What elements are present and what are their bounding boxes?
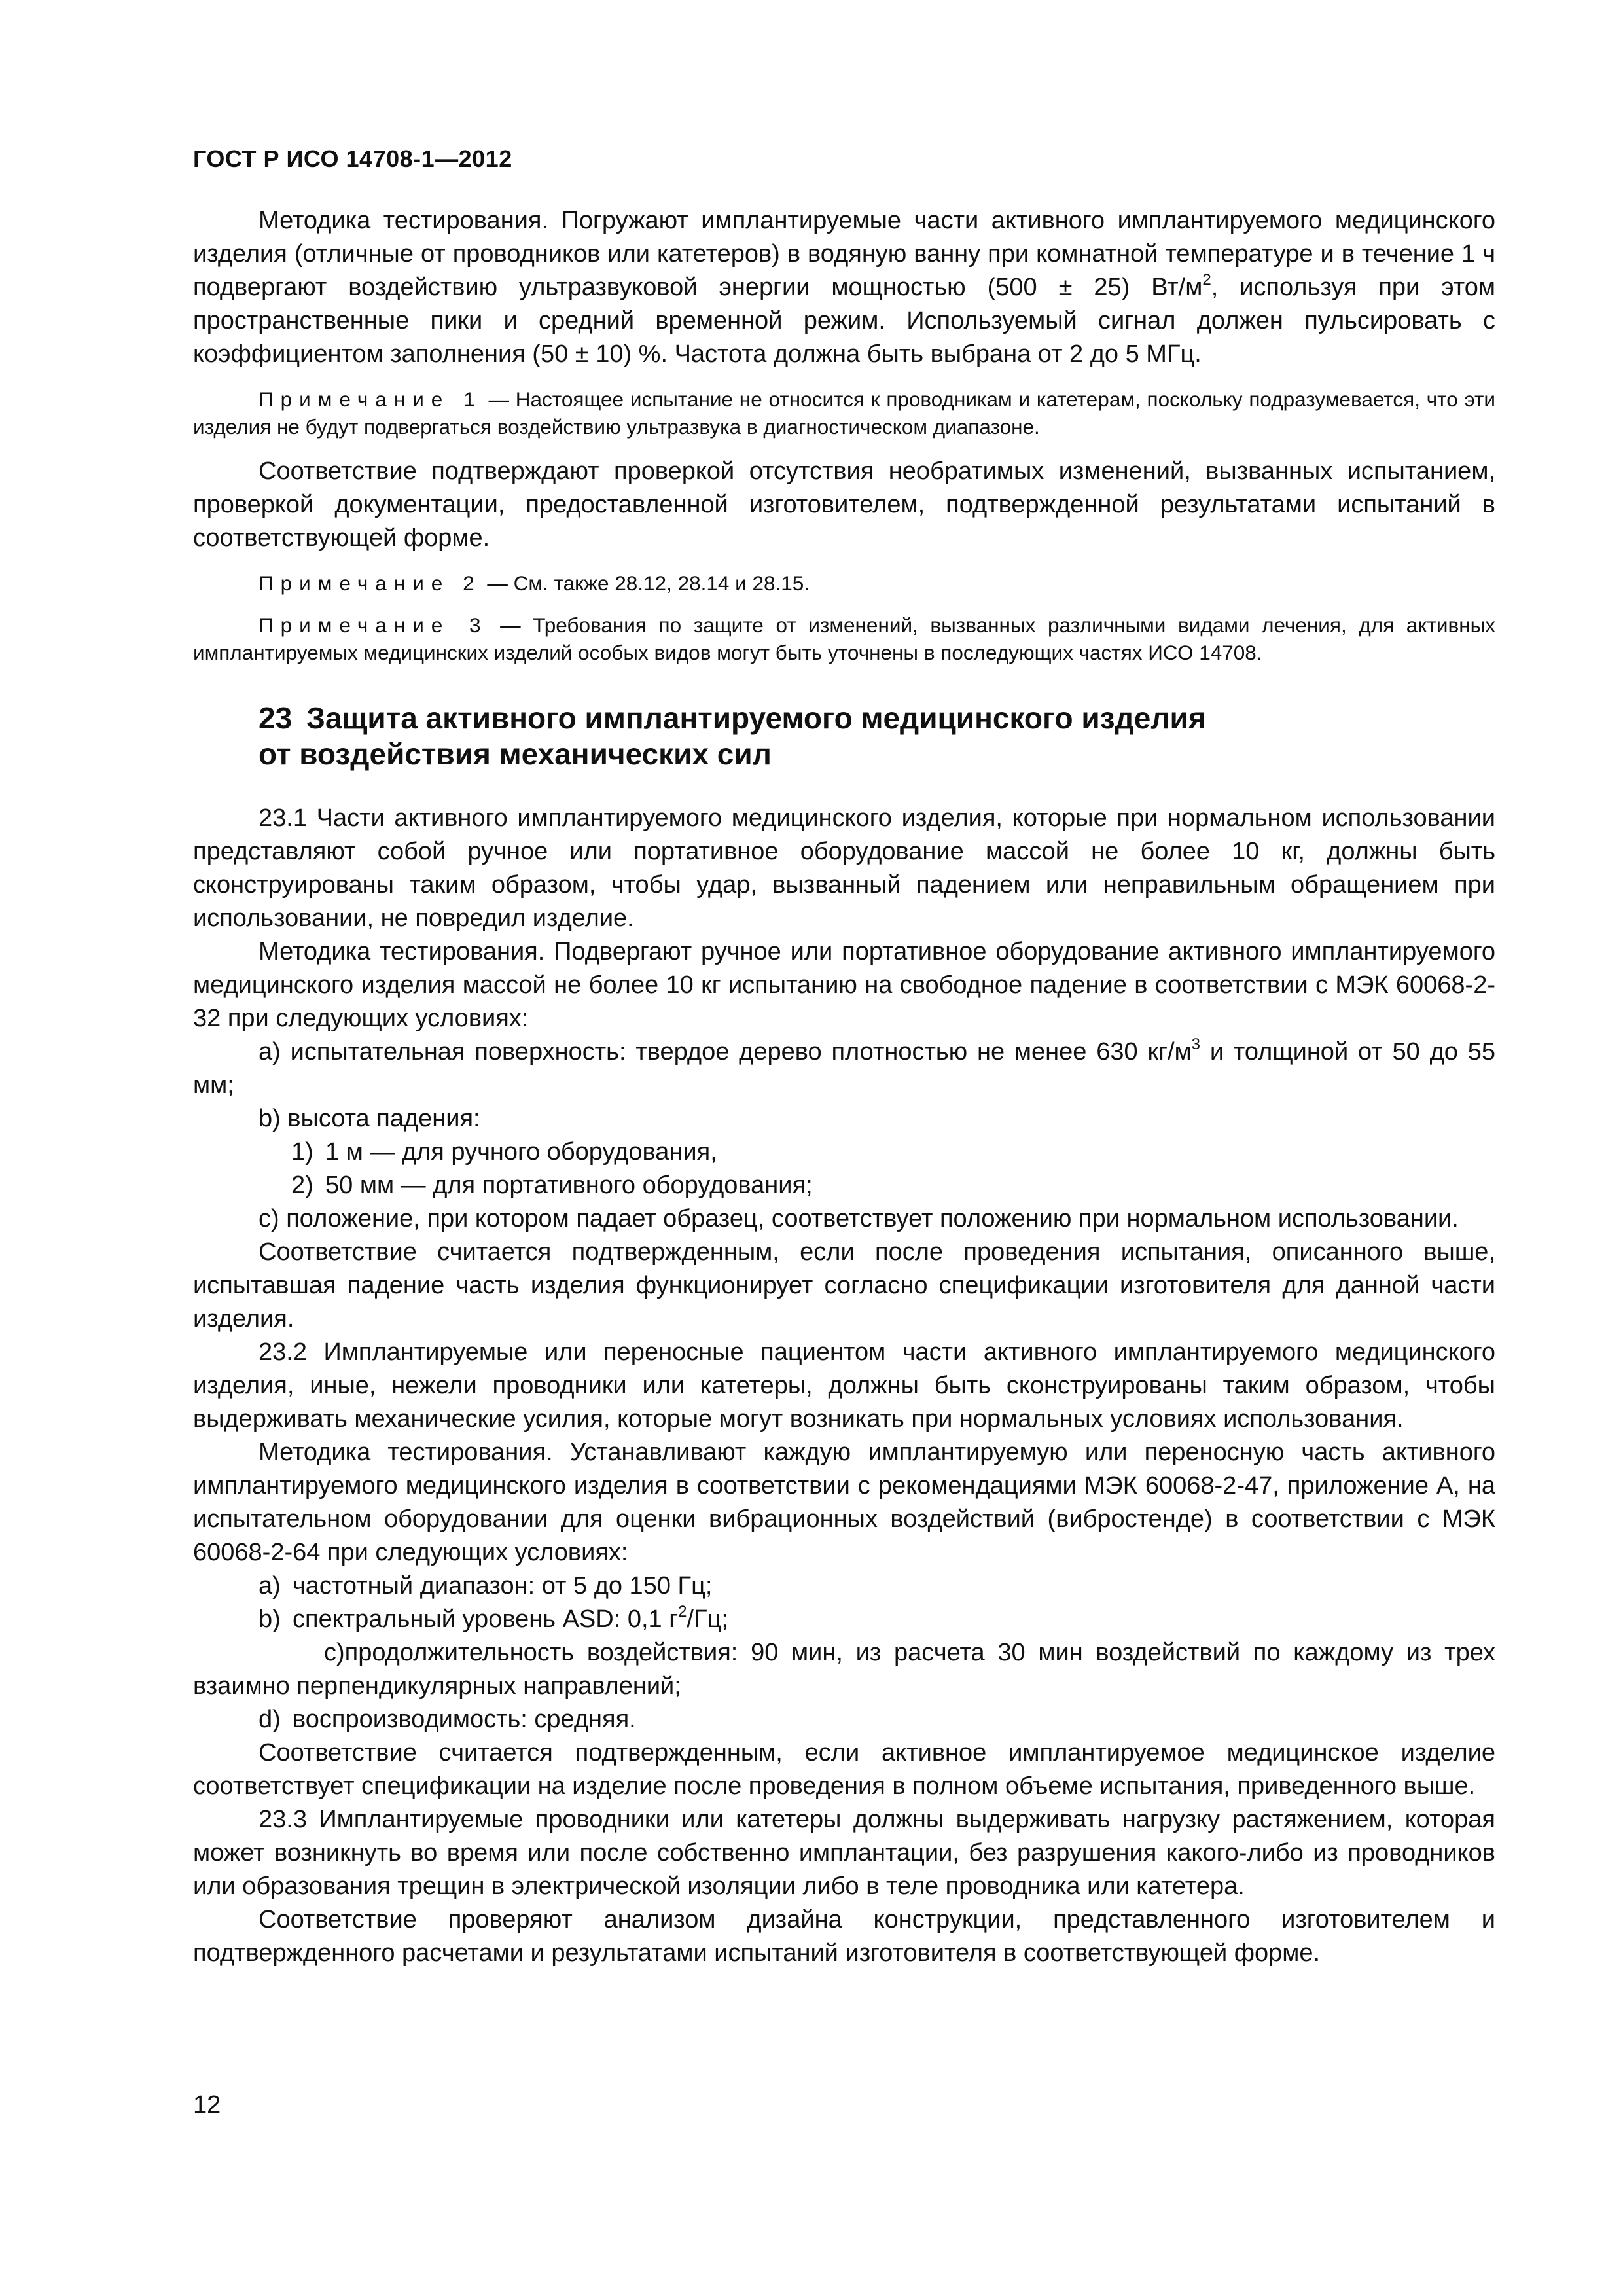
section-title-line-2: от воздействия механических сил bbox=[259, 737, 772, 771]
note-1-label: Примечание 1 bbox=[259, 387, 482, 411]
clause-23-1-item-c: c) положение, при котором падает образец, соответствует положению при нормальном использовании. bbox=[259, 1205, 1459, 1232]
test-method-paragraph: Методика тестирования. Погружают имплантируемые части активного имплантируемого медицинского изделия (отличные от проводников или катетеров) в водяную ванну при комнатной температуре и в течение 1 ч подвергают воздействию ультразвуковой энергии мощностью (500 ± 25) $Вт/м^2$, используя при этом пространственные пики и средний временной режим. Используемый сигнал должен пульсировать с коэффициентом заполнения (50 ± 10) %. Частота должна быть выбрана от 2 до 5 МГц. bbox=[193, 207, 1495, 368]
clause-23-1: 23.1 Части активного имплантируемого медицинского изделия, которые при нормальном использовании представляют собой ручное или портативное оборудование массой не более 10 кг, должны быть сконструированы таким образом, чтобы удар, вызванный падением или неправильным обращением при использовании, не повредил изделие. bbox=[193, 804, 1495, 932]
clause-23-3-conformity: Соответствие проверяют анализом дизайна конструкции, представленного изготовителем и подтвержденного расчетами и результатами испытаний изготовителя в соответствующей форме. bbox=[193, 1906, 1495, 1967]
clause-23-1-item-b: b) высота падения: bbox=[259, 1105, 480, 1132]
clause-23-2-item-c: c)продолжительность воздействия: 90 мин, из расчета 30 мин воздействий по каждому из трех взаимно перпендикулярных направлений; bbox=[193, 1639, 1495, 1700]
section-number: 23 bbox=[259, 701, 293, 735]
note-2: Примечание 2 — См. также 28.12, 28.14 и 28.15. bbox=[259, 571, 810, 595]
note-1: Примечание 1 — Настоящее испытание не относится к проводникам и катетерам, поскольку подразумевается, что эти изделия не будут подвергаться воздействию ультразвука в диагностическом диапазоне. bbox=[193, 387, 1495, 439]
document-header: ГОСТ Р ИСО 14708-1—2012 bbox=[193, 145, 512, 172]
clause-23-1-conformity: Соответствие считается подтвержденным, если после проведения испытания, описанного выше, испытавшая падение часть изделия функционирует согласно спецификации изготовителя для данной части изделия. bbox=[193, 1238, 1495, 1333]
clause-23-1-method: Методика тестирования. Подвергают ручное или портативное оборудование активного имплантируемого медицинского изделия массой не более 10 кг испытанию на свободное падение в соответствии с МЭК 60068-2-32 при следующих условиях: bbox=[193, 938, 1495, 1032]
clause-23-1-item-a: a) испытательная поверхность: твердое дерево плотностью не менее 630 $кг/м^3$ и толщиной от 50 до 55 мм; bbox=[193, 1035, 1496, 1099]
note-2-label: Примечание 2 bbox=[259, 571, 482, 595]
clause-23-3: 23.3 Имплантируемые проводники или катетеры должны выдерживать нагрузку растяжением, которая может возникнуть во время или после собственно имплантации, без разрушения какого-либо из проводников или образования трещин в электрической изоляции либо в теле проводника или катетера. bbox=[193, 1806, 1495, 1900]
clause-23-2-conformity: Соответствие считается подтвержденным, если активное имплантируемое медицинское изделие соответствует спецификации на изделие после проведения в полном объеме испытания, приведенного выше. bbox=[193, 1739, 1495, 1800]
page-content bbox=[193, 204, 1495, 1970]
clause-23-2: 23.2 Имплантируемые или переносные пациентом части активного имплантируемого медицинского изделия, иные, нежели проводники или катетеры, должны быть сконструированы таким образом, чтобы выдерживать механические усилия, которые могут возникать при нормальных условиях использования. bbox=[193, 1338, 1495, 1433]
clause-23-2-method: Методика тестирования. Устанавливают каждую имплантируемую или переносную часть активного имплантируемого медицинского изделия в соответствии с рекомендациями МЭК 60068-2-47, приложение А, на испытательном оборудовании для оценки вибрационных воздействий (вибростенде) в соответствии с МЭК 60068-2-64 при следующих условиях: bbox=[193, 1439, 1495, 1566]
clause-23-2-item-d: d) воспроизводимость: средняя. bbox=[259, 1706, 636, 1733]
page-number: 12 bbox=[193, 2091, 221, 2119]
note-3: Примечание 3 — Требования по защите от изменений, вызванных различными видами лечения, для активных имплантируемых медицинских изделий особых видов могут быть уточнены в последующих частях ИСО 14708. bbox=[193, 613, 1495, 664]
note-3-label: Примечание 3 bbox=[259, 613, 488, 637]
clause-23-1-item-b2: 2) 50 мм — для портативного оборудования; bbox=[291, 1172, 813, 1199]
clause-23-2-item-b: b) спектральный уровень ASD: 0,1 $г^2/Гц$; bbox=[259, 1603, 728, 1633]
conformity-paragraph: Соответствие подтверждают проверкой отсутствия необратимых изменений, вызванных испытанием, проверкой документации, предоставленной изготовителем, подтвержденной результатами испытаний в соответствующей форме. bbox=[193, 457, 1495, 552]
section-heading bbox=[259, 700, 1495, 772]
clause-23-1-item-b1: 1) 1 м — для ручного оборудования, bbox=[291, 1138, 717, 1166]
section-title-line-1: Защита активного имплантируемого медицинского изделия bbox=[306, 701, 1206, 735]
clause-23-2-item-a: a) частотный диапазон: от 5 до 150 Гц; bbox=[259, 1572, 713, 1600]
